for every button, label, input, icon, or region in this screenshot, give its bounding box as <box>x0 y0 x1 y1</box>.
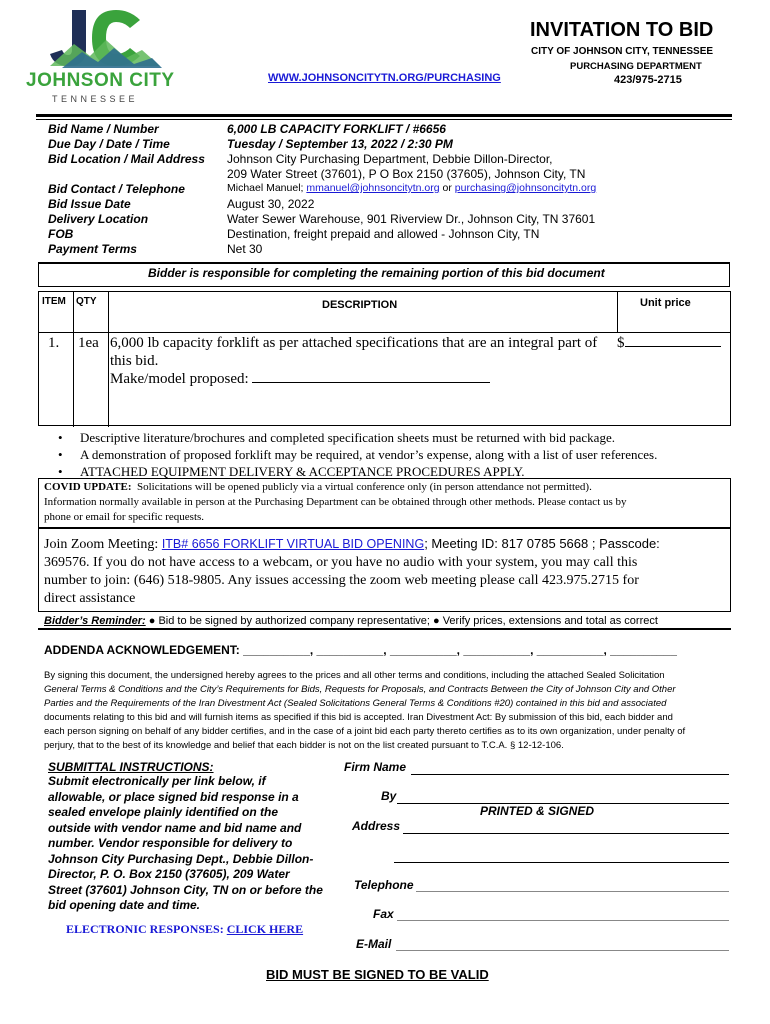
telephone-line[interactable] <box>416 891 729 892</box>
zoom-line-2: 369576. If you do not have access to a webcam, or you have no audio with your system, you may call this <box>44 555 638 570</box>
label-fob: FOB <box>48 227 74 241</box>
row-description: 6,000 lb capacity forklift as per attached specifications that are an integral part of <box>110 335 598 351</box>
row-unit-price[interactable] <box>617 335 721 352</box>
signing-line: each person signing on behalf of any bidder certifies, and in the case of a joint bid each party thereto certifies as to its own organization, under penalty of <box>44 726 686 737</box>
signing-line: By signing this document, the undersigned hereby agrees to the prices and all other terms and conditions, including the attached Sealed Solicitation <box>44 670 665 681</box>
make-model-label: Make/model proposed: <box>110 371 253 387</box>
electronic-responses[interactable] <box>66 922 303 937</box>
delivery-value: Water Sewer Warehouse, 901 Riverview Dr., Johnson City, TN 37601 <box>227 212 596 226</box>
electronic-label: ELECTRONIC RESPONSES: <box>66 922 227 936</box>
submittal-line: Johnson City Purchasing Dept., Debbie Dillon- <box>48 851 314 866</box>
zoom-line-1 <box>44 535 660 553</box>
purchasing-email-link[interactable]: purchasing@johnsoncitytn.org <box>454 182 597 194</box>
department-phone: 423/975-2715 <box>614 74 682 86</box>
bid-name-value: 6,000 LB CAPACITY FORKLIFT / #6656 <box>227 122 446 136</box>
due-value: Tuesday / September 13, 2022 / 2:30 PM <box>227 137 453 151</box>
label-delivery: Delivery Location <box>48 212 149 226</box>
make-model-field[interactable] <box>110 371 490 388</box>
submittal-line: sealed envelope plainly identified on the <box>48 805 279 819</box>
label-location: Bid Location / Mail Address <box>48 152 205 166</box>
location-value-2: 209 Water Street (37601), P O Box 2150 (37605), Johnson City, TN <box>227 167 586 181</box>
bidder-notice: Bidder is responsible for completing the remaining portion of this bid document <box>148 266 605 280</box>
page-title: INVITATION TO BID <box>530 19 714 41</box>
contact-value <box>227 182 596 194</box>
logo-mark-icon <box>22 6 172 76</box>
covid-text: Solicitations will be opened publicly via a virtual conference only (in person attendance not permitted). <box>137 481 592 493</box>
addenda-label: ADDENDA ACKNOWLEDGEMENT: <box>44 643 240 657</box>
signing-line: perjury, that to the best of its knowledge and belief that each bidder is not on the list created pursuant to T.C.A. § 12-12-106. <box>44 740 564 751</box>
zoom-prefix: Join Zoom Meeting: <box>44 537 162 552</box>
logo-state: TENNESSEE <box>52 94 139 104</box>
label-payment: Payment Terms <box>48 242 137 256</box>
row-qty: 1ea <box>78 335 99 351</box>
table-col-divider <box>73 292 74 427</box>
unit-price-blank[interactable] <box>625 346 721 347</box>
footer-sign-notice: BID MUST BE SIGNED TO BE VALID <box>266 967 489 982</box>
firm-name-label: Firm Name <box>344 760 407 774</box>
contact-name: Michael Manuel; <box>227 182 307 194</box>
signing-line: Parties and the Requirements of the Iran Divestment Act (Sealed Solicitations General Terms & Conditions #20) contained in this bid and associated <box>44 698 667 709</box>
contact-email-link[interactable]: mmanuel@johnsoncitytn.org <box>306 182 440 194</box>
printed-signed-label: PRINTED & SIGNED <box>480 804 595 818</box>
header-divider-thin <box>36 119 732 120</box>
address-line-2[interactable] <box>394 862 729 863</box>
col-unit-price: Unit price <box>640 297 691 309</box>
telephone-label: Telephone <box>354 878 414 892</box>
by-label: By <box>381 789 397 803</box>
department-name: PURCHASING DEPARTMENT <box>570 61 702 72</box>
submittal-line: allowable, or place signed bid response in a <box>48 789 299 804</box>
table-header-divider <box>39 332 730 333</box>
submittal-line: number. Vendor responsible for delivery to <box>48 836 293 850</box>
email-line[interactable] <box>396 950 729 951</box>
list-item: • Descriptive literature/brochures and completed specification sheets must be returned with bid package. <box>58 430 615 445</box>
table-col-divider <box>617 292 618 332</box>
zoom-line-3: number to join: (646) 518-9805. Any issues accessing the zoom web meeting please call 423.975.2715 for <box>44 573 639 588</box>
bullet-text: A demonstration of proposed forklift may be required, at vendor’s expense, along with a list of user references. <box>80 447 658 462</box>
list-item: • A demonstration of proposed forklift may be required, at vendor’s expense, along with a list of user references. <box>58 447 658 462</box>
covid-line-3: phone or email for specific requests. <box>44 511 205 523</box>
addenda-acknowledgement[interactable] <box>44 643 677 657</box>
signing-line: General Terms & Conditions and the City’s Requirements for Bids, Requests for Proposals, and Contracts Between the City of Johnson City and Other <box>44 684 676 695</box>
col-item: ITEM <box>42 296 66 307</box>
click-here-link[interactable]: CLICK HERE <box>226 922 304 936</box>
submittal-line: bid opening date and time. <box>48 898 201 912</box>
submittal-line: outside with vendor name and bid name and <box>48 820 302 835</box>
header-divider <box>36 114 732 117</box>
fax-label: Fax <box>373 907 394 921</box>
zoom-meeting-link[interactable]: ITB# 6656 FORKLIFT VIRTUAL BID OPENING <box>161 537 425 551</box>
row-item: 1. <box>48 335 60 351</box>
col-description: DESCRIPTION <box>322 299 398 311</box>
location-value-1: Johnson City Purchasing Department, Debbie Dillon-Director, <box>227 152 553 166</box>
bullet-text: Descriptive literature/brochures and completed specification sheets must be returned with bid package. <box>80 430 615 445</box>
bullet-text: ATTACHED EQUIPMENT DELIVERY & ACCEPTANCE PROCEDURES APPLY. <box>80 464 525 479</box>
addenda-blanks[interactable]: __________, __________, __________, __________, __________, __________ <box>243 643 677 657</box>
covid-line-1 <box>44 481 592 493</box>
address-line[interactable] <box>403 833 729 834</box>
label-contact: Bid Contact / Telephone <box>48 182 185 196</box>
label-due: Due Day / Date / Time <box>48 137 170 151</box>
reminder-text: ● Bid to be signed by authorized company representative; ● Verify prices, extensions and total as correct <box>145 615 658 627</box>
website-link[interactable]: WWW.JOHNSONCITYTN.ORG/PURCHASING <box>268 72 501 84</box>
bullet-list <box>0 430 770 481</box>
firm-name-line[interactable] <box>411 774 729 775</box>
fob-value: Destination, freight prepaid and allowed - Johnson City, TN <box>227 227 540 241</box>
covid-label: COVID UPDATE: <box>44 481 132 493</box>
label-bid-name: Bid Name / Number <box>48 122 159 136</box>
fax-line[interactable] <box>397 920 729 921</box>
list-item: • ATTACHED EQUIPMENT DELIVERY & ACCEPTANCE PROCEDURES APPLY. <box>58 464 525 479</box>
email-label: E-Mail <box>356 937 392 951</box>
submittal-line: Street (37601) Johnson City, TN on or before the <box>48 882 323 897</box>
make-model-blank[interactable] <box>252 382 490 383</box>
issue-date-value: August 30, 2022 <box>227 197 315 211</box>
contact-or: or <box>439 182 455 194</box>
signing-line: documents relating to this bid and will furnish items as specified if this bid is accepted. Iran Divestment Act: By submission of this bid, each bidder and <box>44 712 673 723</box>
submittal-line: Submit electronically per link below, if <box>48 774 266 788</box>
covid-line-2: Information normally available in person at the Purchasing Department can be obtained through other methods. Please contact us by <box>44 496 627 508</box>
reminder-label: Bidder’s Reminder: <box>44 615 146 627</box>
signing-terms <box>44 669 685 753</box>
reminder-divider <box>38 628 731 630</box>
label-issue-date: Bid Issue Date <box>48 197 131 211</box>
price-prefix: $ <box>617 335 625 351</box>
bidders-reminder <box>44 615 658 627</box>
address-label: Address <box>352 819 401 833</box>
city-name: CITY OF JOHNSON CITY, TENNESSEE <box>531 46 714 57</box>
submittal-heading: SUBMITTAL INSTRUCTIONS: <box>48 760 214 774</box>
submittal-line: Director, P. O. Box 2150 (37605), 209 Water <box>48 867 290 881</box>
table-col-divider <box>108 292 109 427</box>
col-qty: QTY <box>76 296 97 307</box>
payment-value: Net 30 <box>227 242 263 256</box>
row-description-2: this bid. <box>110 353 159 369</box>
zoom-meeting-id: ; Meeting ID: 817 0785 5668 ; Passcode: <box>424 536 660 551</box>
submittal-instructions <box>48 774 323 914</box>
zoom-line-4: direct assistance <box>44 591 136 606</box>
logo-wordmark: JOHNSON CITY <box>26 70 175 91</box>
